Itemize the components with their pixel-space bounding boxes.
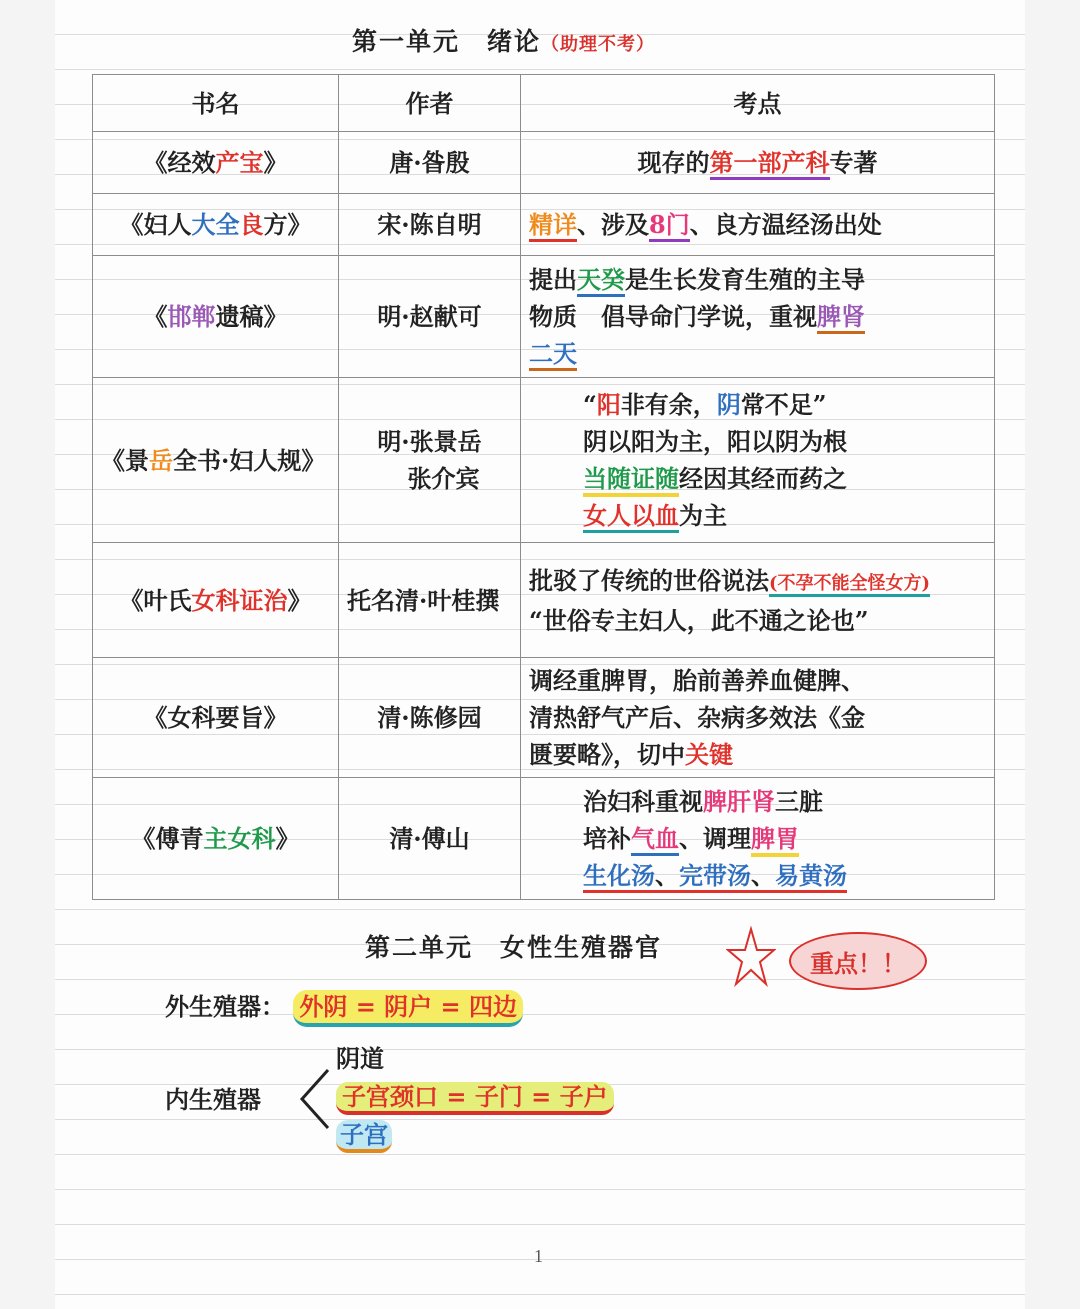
author-cell: 明·张景岳 张介宾 bbox=[339, 378, 521, 543]
key-point-badge: 重点！！ bbox=[789, 932, 927, 990]
external-label: 外生殖器： bbox=[165, 992, 285, 1021]
header-book: 书名 bbox=[93, 75, 339, 132]
page-number: 1 bbox=[534, 1246, 543, 1266]
table-row bbox=[93, 194, 995, 256]
internal-item: 子宫 bbox=[336, 1120, 392, 1153]
star-icon bbox=[726, 926, 776, 988]
table-row bbox=[93, 658, 995, 778]
author-cell: 宋·陈自明 bbox=[339, 194, 521, 256]
book-cell: 《傅青主女科》 bbox=[93, 778, 339, 900]
brace-icon bbox=[296, 1066, 332, 1132]
table-row bbox=[93, 378, 995, 543]
unit1-title: 第一单元 绪论（助理不考） bbox=[352, 27, 656, 56]
table-row bbox=[93, 543, 995, 658]
points-cell: 现存的第一部产科专著 bbox=[521, 132, 995, 194]
table-header-row bbox=[93, 75, 995, 132]
external-genitalia bbox=[165, 987, 523, 1022]
book-cell: 《邯郸遗稿》 bbox=[93, 256, 339, 378]
points-cell: 调经重脾胃，胎前善养血健脾、 清热舒气产后、杂病多效法《金 匮要略》，切中关键 bbox=[521, 658, 995, 778]
book-cell: 《经效产宝》 bbox=[93, 132, 339, 194]
table-row bbox=[93, 132, 995, 194]
notes-table bbox=[92, 74, 995, 900]
author-cell: 唐·昝殷 bbox=[339, 132, 521, 194]
book-cell: 《景岳全书·妇人规》 bbox=[93, 378, 339, 543]
external-value: 外阴 = 阴户 = 四边 bbox=[293, 990, 523, 1027]
book-cell: 《叶氏女科证治》 bbox=[93, 543, 339, 658]
book-cell: 《女科要旨》 bbox=[93, 658, 339, 778]
points-cell: 批驳了传统的世俗说法(不孕不能全怪女方) “世俗专主妇人，此不通之论也” bbox=[521, 543, 995, 658]
unit1-note: （助理不考） bbox=[541, 34, 656, 55]
points-cell: 提出天癸是生长发育生殖的主导 物质 倡导命门学说，重视脾肾 二天 bbox=[521, 256, 995, 378]
table-row bbox=[93, 256, 995, 378]
book-cell: 《妇人大全良方》 bbox=[93, 194, 339, 256]
author-cell: 清·陈修园 bbox=[339, 658, 521, 778]
author-cell: 明·赵献可 bbox=[339, 256, 521, 378]
points-cell: 治妇科重视脾肝肾三脏 培补气血、调理脾胃 生化汤、完带汤、易黄汤 bbox=[521, 778, 995, 900]
author-cell: 清·傅山 bbox=[339, 778, 521, 900]
unit2-title: 第二单元 女性生殖器官 bbox=[365, 933, 663, 962]
internal-items bbox=[336, 1040, 614, 1154]
table-row bbox=[93, 778, 995, 900]
author-cell: 托名清·叶桂撰 bbox=[339, 543, 521, 658]
points-cell: “阳非有余，阴常不足” 阴以阳为主，阳以阴为根 当随证随经因其经而药之 女人以血为主 bbox=[521, 378, 995, 543]
internal-label: 内生殖器 bbox=[165, 1085, 261, 1114]
internal-item: 阴道 bbox=[336, 1044, 384, 1073]
internal-item: 子宫颈口 = 子门 = 子户 bbox=[336, 1082, 614, 1115]
header-author: 作者 bbox=[339, 75, 521, 132]
points-cell: 精详、涉及8门、良方温经汤出处 bbox=[521, 194, 995, 256]
header-points: 考点 bbox=[521, 75, 995, 132]
